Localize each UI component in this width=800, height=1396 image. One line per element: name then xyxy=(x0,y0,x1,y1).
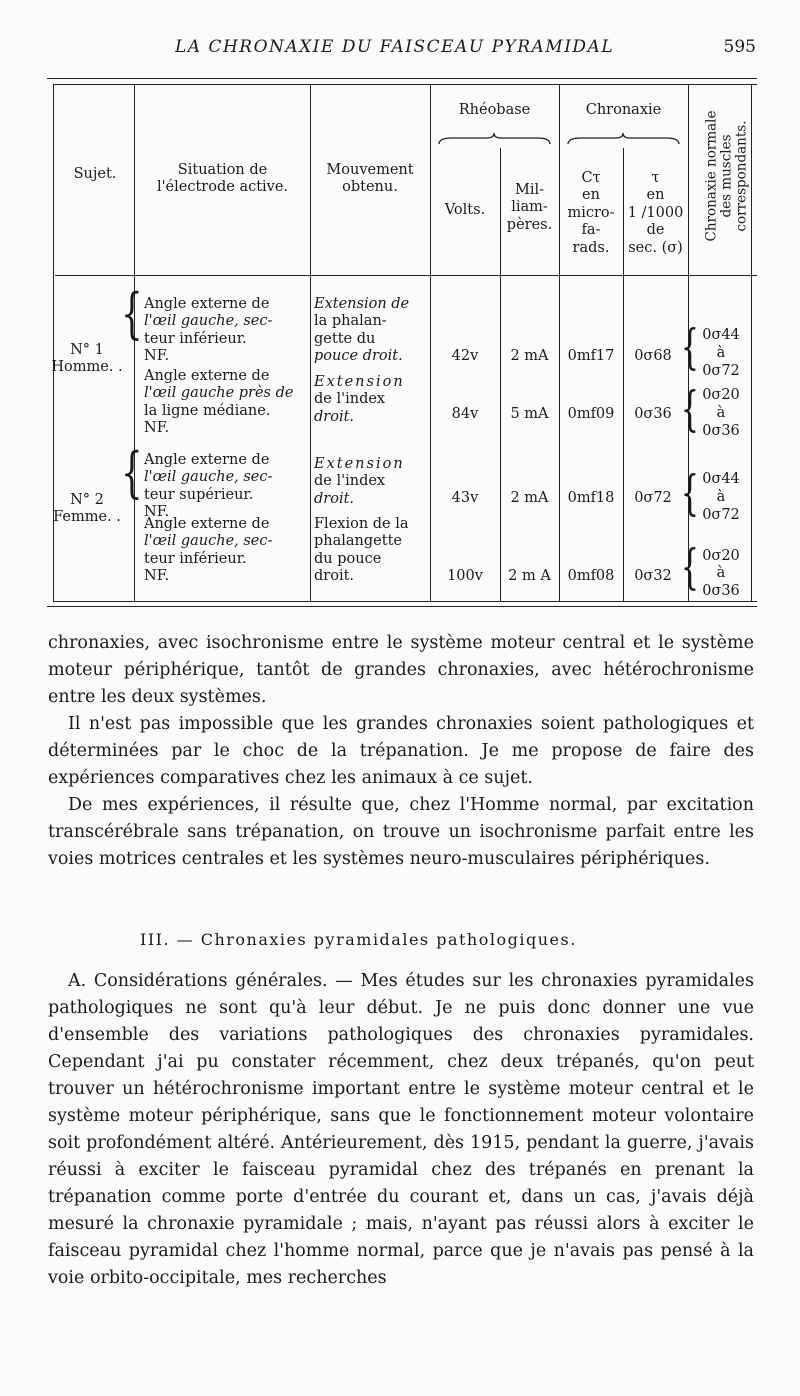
mouvement-cell xyxy=(314,456,429,508)
cell-line: Angle externe de xyxy=(144,452,270,468)
header-situation xyxy=(135,162,310,197)
range-line: à xyxy=(716,405,726,422)
paragraph: chronaxies, avec isochronisme entre le système moteur central et le système moteur périphérique, tantôt de grandes chronaxies, avec hétérochronisme entre les deux systèmes. xyxy=(48,633,754,707)
cell-line: Angle externe de xyxy=(144,516,270,532)
volts-value: 42v xyxy=(451,348,479,364)
cell-line: la phalan- xyxy=(314,313,387,330)
header-chronaxie-normale xyxy=(697,78,757,273)
header-line: de xyxy=(646,222,665,239)
subject-line: Femme. . xyxy=(53,509,121,526)
cell-line: NF. xyxy=(144,568,170,585)
subject-label xyxy=(51,342,123,377)
situation-cell xyxy=(144,368,309,438)
cell-line: Angle externe de xyxy=(144,296,270,312)
cell-line: gette du xyxy=(314,330,376,347)
header-line: sec. (σ) xyxy=(628,239,683,256)
table-rule-bottom-inner xyxy=(53,601,757,602)
cell-line: Flexion de la xyxy=(314,516,409,532)
normale-range xyxy=(692,548,750,600)
header-line: rads. xyxy=(572,239,610,256)
milliamperes-value: 2 mA xyxy=(510,348,549,364)
range-line: à xyxy=(716,345,726,362)
subject-line: N° 2 xyxy=(70,492,104,508)
chronaxie-table xyxy=(47,78,757,613)
subject-brace: { xyxy=(121,282,143,347)
tau-value: 0σ68 xyxy=(634,348,672,364)
header-tau xyxy=(623,170,688,257)
cell-line: teur supérieur. xyxy=(144,486,254,503)
range-line: 0σ44 xyxy=(702,327,740,343)
header-line: en xyxy=(646,187,665,204)
subject-line: N° 1 xyxy=(70,342,104,358)
cell-line: Extension xyxy=(314,456,405,472)
situation-cell xyxy=(144,452,309,522)
ct-value: 0mf17 xyxy=(567,348,615,364)
table-rule-top-inner xyxy=(53,84,757,85)
cell-line: l'œil gauche, sec- xyxy=(144,313,273,330)
chronaxie-brace xyxy=(566,132,681,148)
table-col-divider xyxy=(430,84,431,601)
range-line: 0σ72 xyxy=(702,363,740,380)
range-line: 0σ72 xyxy=(702,507,740,524)
rheobase-brace xyxy=(437,132,552,148)
header-line: fa- xyxy=(581,222,601,239)
header-rheobase: Rhéobase xyxy=(458,102,531,118)
milliamperes-value: 2 m A xyxy=(508,568,551,584)
header-line: en xyxy=(582,187,600,204)
cell-line: l'œil gauche près de xyxy=(144,385,294,402)
tau-value: 0σ72 xyxy=(634,490,672,506)
volts-value: 43v xyxy=(451,490,479,506)
ct-value: 0mf08 xyxy=(567,568,615,584)
body-paragraphs xyxy=(48,630,754,873)
header-line: micro- xyxy=(567,204,615,221)
mouvement-cell xyxy=(314,296,429,366)
cell-line: pouce droit. xyxy=(314,348,403,365)
cell-line: de l'index xyxy=(314,391,386,408)
header-volts: Volts. xyxy=(444,202,486,218)
header-milliamperes xyxy=(500,182,559,234)
normale-brace: { xyxy=(681,538,699,595)
running-title: LA CHRONAXIE DU FAISCEAU PYRAMIDAL xyxy=(175,37,615,57)
cell-line: Extension xyxy=(314,374,405,390)
cell-line: l'œil gauche, sec- xyxy=(144,533,273,550)
normale-brace: { xyxy=(681,380,699,437)
header-line: Situation de xyxy=(177,162,268,178)
table-rule-top xyxy=(47,78,757,79)
header-line: obtenu. xyxy=(342,179,398,196)
cell-line: teur inférieur. xyxy=(144,550,247,567)
range-line: 0σ36 xyxy=(702,423,740,440)
range-line: 0σ20 xyxy=(702,387,740,403)
milliamperes-value: 2 mA xyxy=(510,490,549,506)
cell-line: droit. xyxy=(314,568,355,585)
milliamperes-value: 5 mA xyxy=(510,406,549,422)
range-line: 0σ36 xyxy=(702,582,740,599)
situation-cell xyxy=(144,296,309,366)
header-line: Chronaxie normale xyxy=(703,110,720,241)
normale-brace: { xyxy=(681,318,699,375)
range-line: 0σ20 xyxy=(702,548,740,564)
subject-label xyxy=(51,492,123,527)
page-header xyxy=(0,37,800,63)
normale-range xyxy=(692,386,750,440)
paragraph: De mes expériences, il résulte que, chez l'Homme normal, par excitation transcérébrale sans trépanation, on trouve un isochronisme parfait entre les voies motrices centrales et les systèmes neuro-musculaires périphériques. xyxy=(48,795,754,869)
cell-line: NF. xyxy=(144,504,170,521)
ct-value: 0mf18 xyxy=(567,490,615,506)
header-chronaxie: Chronaxie xyxy=(585,102,662,118)
mouvement-cell xyxy=(314,374,429,426)
range-line: 0σ44 xyxy=(702,471,740,487)
header-line: Cτ xyxy=(581,170,601,186)
header-line: 1 /1000 xyxy=(627,204,684,221)
table-rule-bottom xyxy=(47,606,757,607)
section-heading: III. — Chronaxies pyramidales pathologiques. xyxy=(140,930,577,949)
situation-cell xyxy=(144,516,309,586)
cell-line: la ligne médiane. xyxy=(144,402,271,419)
range-line: à xyxy=(716,489,726,506)
cell-line: teur inférieur. xyxy=(144,330,247,347)
cell-line: du pouce xyxy=(314,550,382,567)
tau-value: 0σ32 xyxy=(634,568,672,584)
header-line: Mil- xyxy=(514,182,545,198)
cell-line: droit. xyxy=(314,490,355,507)
header-line: τ xyxy=(651,170,660,186)
normale-range xyxy=(692,470,750,524)
table-col-divider xyxy=(559,84,560,601)
header-line: Mouvement xyxy=(326,162,414,178)
paragraph: A. Considérations générales. — Mes études sur les chronaxies pyramidales pathologiques ne sont qu'à leur début. Je ne puis donc donner une vue d'ensemble des variations pathologiques des chronaxies pyramidales. Cependant j'ai pu constater récemment, chez deux trépanés, qu'on peut trouver un hétérochronisme important entre le système moteur central et le système moteur périphérique, sans que le fonctionnement moteur volontaire soit profondément altéré. Antérieurement, dès 1915, pendant la guerre, j'avais réussi à exciter le faisceau pyramidal chez des trépanés en prenant la trépanation comme porte d'entrée du courant et, dans un cas, j'avais déjà mesuré la chronaxie pyramidale ; mais, n'ayant pas réussi alors à exciter le faisceau pyramidal chez l'homme normal, parce que je n'avais pas pensé à la voie orbito-occipitale, mes recherches xyxy=(48,971,754,1288)
header-line: pères. xyxy=(506,216,553,233)
subject-brace: { xyxy=(121,441,143,506)
tau-value: 0σ36 xyxy=(634,406,672,422)
cell-line: phalangette xyxy=(314,533,402,550)
header-line: des muscles xyxy=(718,133,735,218)
normale-brace: { xyxy=(681,464,699,521)
header-ct xyxy=(559,170,623,257)
cell-line: de l'index xyxy=(314,473,386,490)
paragraph: Il n'est pas impossible que les grandes chronaxies soient pathologiques et déterminées par le choc de la trépanation. Je me propose de faire des expériences comparatives chez les animaux à ce sujet. xyxy=(48,714,754,788)
cell-line: Angle externe de xyxy=(144,368,270,384)
page-number: 595 xyxy=(723,37,756,57)
header-mouvement xyxy=(310,162,430,197)
header-line: liam- xyxy=(511,199,548,216)
normale-range xyxy=(692,326,750,380)
cell-line: NF. xyxy=(144,348,170,365)
mouvement-cell xyxy=(314,516,429,586)
cell-line: Extension de xyxy=(314,296,410,312)
cell-line: NF. xyxy=(144,420,170,437)
ct-value: 0mf09 xyxy=(567,406,615,422)
volts-value: 100v xyxy=(447,568,483,584)
subject-line: Homme. . xyxy=(51,359,123,376)
cell-line: l'œil gauche, sec- xyxy=(144,469,273,486)
header-line: correspondants. xyxy=(733,120,750,232)
cell-line: droit. xyxy=(314,408,355,425)
table-rule-header xyxy=(55,275,757,276)
range-line: à xyxy=(716,565,726,582)
header-sujet: Sujet. xyxy=(73,166,117,182)
volts-value: 84v xyxy=(451,406,479,422)
section-body xyxy=(48,968,754,1292)
header-line: l'électrode active. xyxy=(156,179,289,196)
